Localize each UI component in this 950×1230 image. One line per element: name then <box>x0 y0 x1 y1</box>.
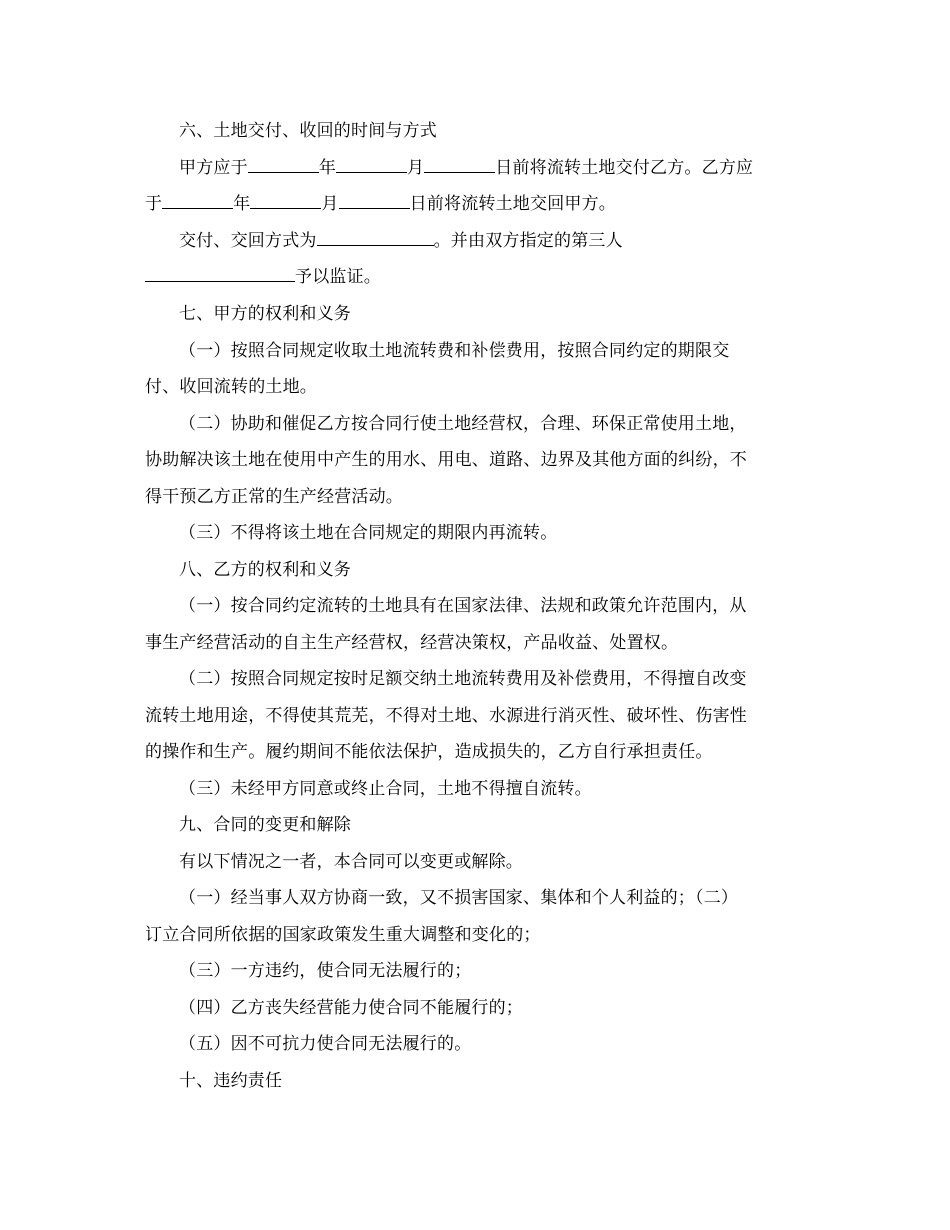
section-8-item-1-line-2: 事生产经营活动的自主生产经营权，经营决策权，产品收益、处置权。 <box>145 633 679 653</box>
section-8-item-1-line-1: （一）按合同约定流转的土地具有在国家法律、法规和政策允许范围内，从 <box>179 596 747 616</box>
section-6-line-1: 甲方应于 年 月 日前将流转土地交付乙方。乙方应 <box>179 158 754 178</box>
blank-year <box>162 192 233 209</box>
blank-year <box>248 156 319 173</box>
section-9-intro: 有以下情况之一者，本合同可以变更或解除。 <box>179 852 523 872</box>
section-7-item-2-line-3: 得干预乙方正常的生产经营活动。 <box>145 487 403 507</box>
section-6-line-2: 于 年 月 日前将流转土地交回甲方。 <box>145 194 617 214</box>
blank-day <box>424 156 495 173</box>
section-9-item-5: （五）因不可抗力使合同无法履行的。 <box>179 1034 472 1054</box>
section-10-heading: 十、违约责任 <box>179 1071 283 1091</box>
section-8-item-3: （三）未经甲方同意或终止合同，土地不得擅自流转。 <box>179 779 592 799</box>
section-9-item-1-line-2: 订立合同所依据的国家政策发生重大调整和变化的； <box>145 925 541 945</box>
section-7-item-2-line-2: 协助解决该土地在使用中产生的用水、用电、道路、边界及其他方面的纠纷，不 <box>145 450 747 470</box>
blank-method <box>317 229 434 246</box>
section-6-heading: 六、土地交付、收回的时间与方式 <box>179 121 437 141</box>
blank-day <box>339 192 410 209</box>
section-8-item-2-line-3: 的操作和生产。履约期间不能依法保护，造成损失的，乙方自行承担责任。 <box>145 742 713 762</box>
section-9-item-1-line-1: （一）经当事人双方协商一致，又不损害国家、集体和个人利益的；（二） <box>179 888 739 908</box>
section-9-heading: 九、合同的变更和解除 <box>179 815 351 835</box>
blank-third-party <box>145 265 295 282</box>
blank-month <box>336 156 407 173</box>
section-7-item-2-line-1: （二）协助和催促乙方按合同行使土地经营权，合理、环保正常使用土地， <box>179 414 747 434</box>
section-7-item-1-line-1: （一）按照合同规定收取土地流转费和补偿费用，按照合同约定的期限交 <box>179 341 730 361</box>
section-8-item-2-line-2: 流转土地用途，不得使其荒芜，不得对土地、水源进行消灭性、破坏性、伤害性 <box>145 706 747 726</box>
section-9-item-3: （三）一方违约，使合同无法履行的； <box>179 961 472 981</box>
section-7-item-3: （三）不得将该土地在合同规定的期限内再流转。 <box>179 523 558 543</box>
section-8-item-2-line-1: （二）按照合同规定按时足额交纳土地流转费用及补偿费用，不得擅自改变 <box>179 669 747 689</box>
section-6-line-4: 予以监证。 <box>145 265 805 289</box>
section-7-item-1-line-2: 付、收回流转的土地。 <box>145 377 317 397</box>
section-7-heading: 七、甲方的权利和义务 <box>179 304 351 324</box>
blank-month <box>250 192 321 209</box>
section-8-heading: 八、乙方的权利和义务 <box>179 560 351 580</box>
section-6-line-3: 交付、交回方式为 。并由双方指定的第三人 <box>179 231 623 251</box>
section-9-item-4: （四）乙方丧失经营能力使合同不能履行的； <box>179 998 523 1018</box>
